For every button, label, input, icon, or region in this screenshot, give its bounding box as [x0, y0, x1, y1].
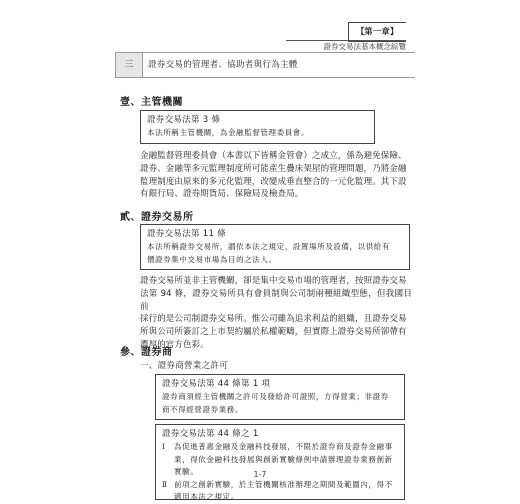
para-line: 法第 94 條，證券交易所具有會員制與公司制兩種組織型態，但我國目前	[140, 288, 412, 312]
law-line: 為促進普惠金融及金融科技發展，不限於證券商及證券金融事	[174, 442, 393, 451]
paragraph-stock-exchange	[140, 275, 412, 352]
section-title: 證券交易的管理者、協助者與行為主體	[148, 60, 298, 70]
heading-securities-firm: 參、證券商	[120, 347, 173, 358]
law-line: 前項之創新實驗，於主管機關核准辦理之期間及範圍內，得不	[174, 479, 393, 489]
law-title: 證券交易法第 44 條之 1	[162, 429, 259, 439]
law-line: 適用本法之規定。	[174, 492, 239, 501]
law-line: 業，得依金融科技發展與創新實驗條例申請辦理證券業務創新	[174, 454, 393, 464]
heading-stock-exchange: 貳、證券交易所	[120, 212, 194, 223]
para-line: 金融監督管理委員會（本書以下皆稱金管會）之成立，係為避免保險、	[140, 151, 407, 161]
chapter-subtitle: 證券交易法基本概念綜覽	[323, 42, 406, 51]
law-box-article-11	[140, 224, 410, 270]
heading-regulator: 壹、主管機關	[120, 97, 183, 108]
law-title: 證券交易法第 3 條	[147, 115, 221, 125]
paragraph-regulator	[140, 150, 410, 201]
para-line: 證券、金融等多元監理制度所可能產生疊床架屋的管理問題，乃將金融	[140, 163, 407, 174]
law-line: 價證券集中交易市場為目的之法人。	[147, 254, 277, 264]
para-line: 證券交易所並非主管機關，卻是集中交易市場的管理者，按照證券交易	[140, 276, 407, 286]
law-box-article-3	[140, 110, 375, 144]
para-line: 濃厚的官方色彩。	[140, 339, 209, 350]
subheading-business-permit: 一、證券商營業之許可	[140, 361, 229, 371]
law-line: 證券商須經主管機關之許可及發給許可證照，方得營業；非證券	[162, 392, 389, 401]
law-box-article-44-1	[155, 374, 405, 420]
law-line: 本法所稱主管機關，為金融監督管理委員會。	[147, 128, 309, 137]
law-title: 證券交易法第 11 條	[147, 229, 227, 239]
para-line: 所與公司所簽訂之上市契約屬於私權範疇，但實際上證券交易所卻帶有	[140, 327, 407, 338]
section-number: 三	[115, 52, 143, 78]
law-box-article-44-of-1	[155, 424, 405, 500]
law-line: 實驗。	[174, 467, 199, 476]
law-text	[147, 127, 368, 140]
law-line: 商不得經營證券業務。	[162, 404, 243, 414]
law-text	[147, 241, 403, 266]
law-title: 證券交易法第 44 條第 1 項	[162, 379, 271, 389]
section-header	[115, 52, 415, 78]
clause-mark: Ⅰ	[162, 442, 166, 451]
para-line: 有銀行局、證券期貨局、保險局及檢查局。	[140, 189, 304, 200]
para-line: 監理制度由原來的多元化監理，改變成垂直整合的一元化監理。其下設	[140, 176, 407, 187]
para-line: 採行的是公司制證券交易所。惟公司雖為追求利益的組織，且證券交易	[140, 314, 407, 325]
chapter-label-box: 【第一章】	[348, 22, 407, 42]
chapter-label: 第一章	[364, 27, 390, 36]
law-line: 本法所稱證券交易所，謂依本法之規定，設置場所及設備，以供給有	[147, 242, 390, 251]
page-number: 1-7	[253, 470, 267, 479]
law-text	[162, 391, 398, 416]
clause-mark: Ⅱ	[162, 479, 168, 489]
